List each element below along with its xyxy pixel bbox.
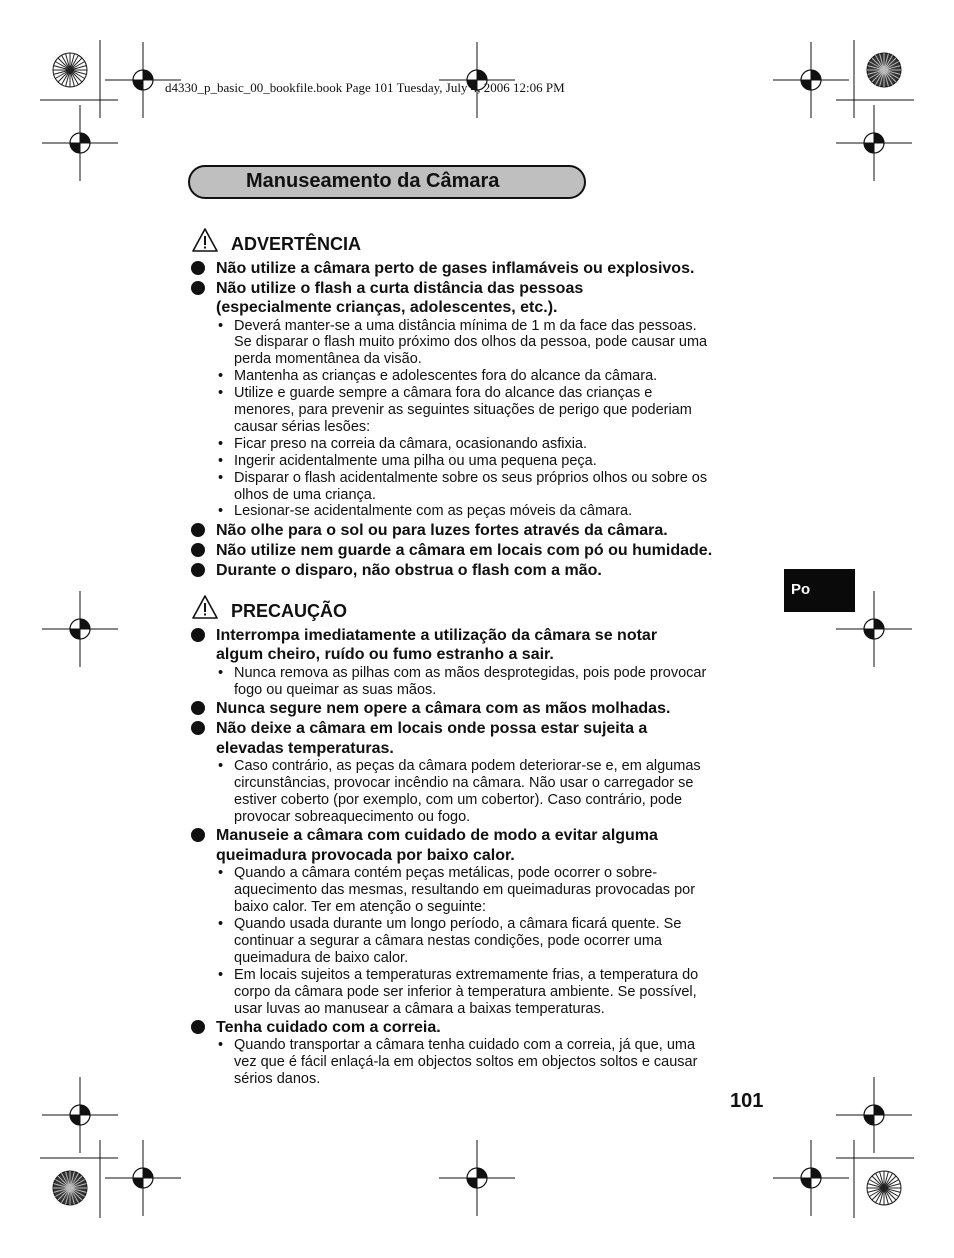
sub-bullet-icon: • <box>218 469 224 486</box>
sub-line: Nunca remova as pilhas com as mãos desprotegidas, pois pode provocar <box>234 664 707 681</box>
bullet-line: Durante o disparo, não obstrua o flash com a mão. <box>216 561 602 579</box>
bullet-item <box>188 521 778 541</box>
sub-item <box>188 503 778 520</box>
bullet-line: algum cheiro, ruído ou fumo estranho a sair. <box>216 646 554 664</box>
sub-bullet-icon: • <box>218 664 224 681</box>
sub-line: queimadura de baixo calor. <box>234 949 409 966</box>
bullet-item <box>188 259 778 279</box>
bullet-dot-icon <box>191 1020 205 1034</box>
bullet-dot-icon <box>191 543 205 557</box>
sub-line: aquecimento das mesmas, resultando em queimaduras provocadas por <box>234 882 696 899</box>
bullet-line: Não olhe para o sol ou para luzes fortes através da câmara. <box>216 521 668 539</box>
sub-bullet-icon: • <box>218 317 224 334</box>
print-header: d4330_p_basic_00_bookfile.book Page 101 Tuesday, July 4, 2006 12:06 PM <box>165 80 565 95</box>
sub-line: perda momentânea da visão. <box>234 351 422 368</box>
bullet-line: queimadura provocada por baixo calor. <box>216 846 515 864</box>
bullet-line: Interrompa imediatamente a utilização da câmara se notar <box>216 626 658 644</box>
bullet-item <box>188 541 778 561</box>
section-title: ADVERTÊNCIA <box>231 234 362 254</box>
sub-line: Caso contrário, as peças da câmara podem deteriorar-se e, em algumas <box>234 758 701 775</box>
sub-item <box>188 916 778 967</box>
sub-bullet-icon: • <box>218 452 224 469</box>
warning-triangle-icon <box>192 228 218 257</box>
sub-line: continuar a segurar a câmara nestas condições, pode ocorrer uma <box>234 932 662 949</box>
page-number: 101 <box>730 1090 764 1112</box>
bullet-line: Não utilize nem guarde a câmara em locais com pó ou humidade. <box>216 541 713 559</box>
sub-bullet-icon: • <box>218 503 224 520</box>
sub-bullet-icon: • <box>218 368 224 385</box>
bullet-line: (especialmente crianças, adolescentes, etc.). <box>216 299 558 316</box>
bullet-line: Tenha cuidado com a correia. <box>216 1018 441 1036</box>
bullet-dot-icon <box>191 721 205 735</box>
section-title: PRECAUÇÃO <box>231 601 348 622</box>
sub-line: Mantenha as crianças e adolescentes fora do alcance da câmara. <box>234 368 658 385</box>
sub-bullet-icon: • <box>218 865 224 882</box>
sub-bullet-icon: • <box>218 1037 224 1054</box>
sub-line: causar sérias lesões: <box>234 418 371 435</box>
bullet-item <box>188 699 778 719</box>
bullet-item <box>188 826 778 865</box>
sub-item <box>188 368 778 385</box>
sub-line: Em locais sujeitos a temperaturas extremamente frias, a temperatura do <box>234 966 699 983</box>
sub-item <box>188 436 778 453</box>
sub-line: circunstâncias, provocar incêndio na câmara. Não usar o carregador se <box>234 775 694 792</box>
sub-item <box>188 470 778 504</box>
sub-line: usar luvas ao manusear a câmara a baixas temperaturas. <box>234 1000 605 1017</box>
bullet-dot-icon <box>191 261 205 275</box>
sub-line: Quando a câmara contém peças metálicas, pode ocorrer o sobre- <box>234 865 658 882</box>
sub-line: Ficar preso na correia da câmara, ocasionando asfixia. <box>234 435 588 452</box>
sub-bullet-icon: • <box>218 966 224 983</box>
sub-bullet-icon: • <box>218 916 224 933</box>
bullet-item <box>188 626 778 665</box>
sub-item <box>188 967 778 1018</box>
sub-line: provocar sobreaquecimento ou fogo. <box>234 808 471 825</box>
sub-line: Quando transportar a câmara tenha cuidado com a correia, já que, uma <box>234 1037 696 1054</box>
bullet-dot-icon <box>191 701 205 715</box>
bullet-line: Não utilize o flash a curta distância das pessoas <box>216 279 584 297</box>
title-banner <box>188 165 586 199</box>
safety-content <box>188 228 778 1088</box>
sub-line: olhos de uma criança. <box>234 486 376 503</box>
sub-line: menores, para prevenir as seguintes situações de perigo que poderiam <box>234 402 692 419</box>
sub-bullet-icon: • <box>218 758 224 775</box>
bullet-item <box>188 719 778 758</box>
language-tab <box>784 569 855 612</box>
language-tab-label: Po <box>791 581 811 598</box>
sub-line: Utilize e guarde sempre a câmara fora do alcance das crianças e <box>234 385 653 402</box>
bullet-dot-icon <box>191 523 205 537</box>
sub-line: Lesionar-se acidentalmente com as peças móveis da câmara. <box>234 503 633 520</box>
warning-triangle-icon <box>192 595 218 624</box>
bullet-line: Manuseie a câmara com cuidado de modo a evitar alguma <box>216 827 658 845</box>
bullet-item <box>188 1018 778 1038</box>
sub-line: sérios danos. <box>234 1071 321 1088</box>
sub-bullet-icon: • <box>218 435 224 452</box>
bullet-line: elevadas temperaturas. <box>216 739 394 757</box>
bullet-item <box>188 279 778 318</box>
sub-line: Quando usada durante um longo período, a câmara ficará quente. Se <box>234 916 682 933</box>
sub-line: Ingerir acidentalmente uma pilha ou uma pequena peça. <box>234 452 597 469</box>
sub-line: Disparar o flash acidentalmente sobre os seus próprios olhos ou sobre os <box>234 469 708 486</box>
sub-line: fogo ou queimar as suas mãos. <box>234 681 437 698</box>
sub-item <box>188 665 778 699</box>
bullet-item <box>188 561 778 581</box>
sub-line: Deverá manter-se a uma distância mínima de 1 m da face das pessoas. <box>234 317 697 334</box>
sub-line: corpo da câmara pode ser inferior à temperatura ambiente. Se possível, <box>234 983 697 1000</box>
sub-bullet-icon: • <box>218 385 224 402</box>
sub-item <box>188 453 778 470</box>
bullet-line: Nunca segure nem opere a câmara com as mãos molhadas. <box>216 700 671 718</box>
sub-line: Se disparar o flash muito próximo dos olhos da pessoa, pode causar uma <box>234 334 708 351</box>
sub-item <box>188 865 778 916</box>
bullet-line: Não deixe a câmara em locais onde possa estar sujeita a <box>216 720 648 738</box>
sub-line: baixo calor. Ter em atenção o seguinte: <box>234 899 487 916</box>
sub-line: vez que é fácil enlaçá-la em objectos soltos em objectos soltos e causar <box>234 1054 698 1071</box>
sub-item <box>188 758 778 826</box>
bullet-line: Não utilize a câmara perto de gases inflamáveis ou explosivos. <box>216 259 695 277</box>
sub-line: estiver coberto (por exemplo, com um cobertor). Caso contrário, pode <box>234 792 683 808</box>
bullet-dot-icon <box>191 281 205 295</box>
sub-item <box>188 318 778 369</box>
section-heading <box>188 228 778 258</box>
section-heading <box>188 595 778 625</box>
bullet-dot-icon <box>191 628 205 642</box>
sub-item <box>188 1037 778 1088</box>
sub-item <box>188 385 778 436</box>
bullet-dot-icon <box>191 563 205 577</box>
page-title: Manuseamento da Câmara <box>246 170 500 192</box>
bullet-dot-icon <box>191 828 205 842</box>
